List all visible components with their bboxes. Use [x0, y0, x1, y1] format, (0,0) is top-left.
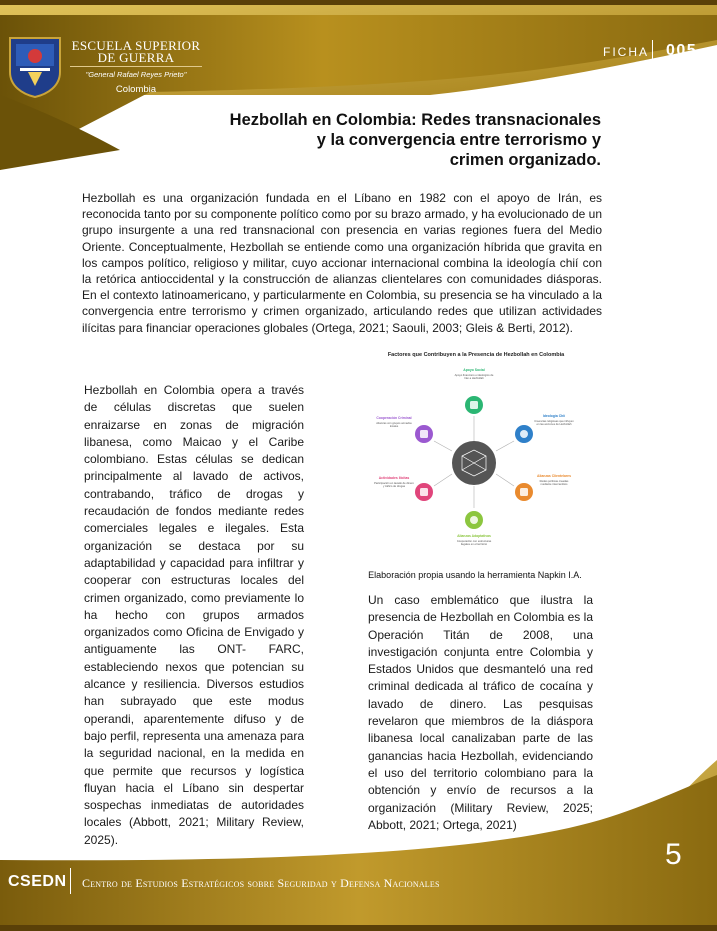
school-country: Colombia — [115, 84, 157, 95]
node-text-alianzas-clientelares: Redes políticas creadas mediante intercambios — [539, 480, 569, 487]
node-text-alianzas-adaptativas: Cooperación con estructuras ilegales en el territorio — [456, 540, 492, 547]
intro-paragraph: Hezbollah es una organización fundada en el Líbano en 1982 con el apoyo de Irán, es reconocida tanto por su componente político como por su brazo armado, y ha evolucionado de un grupo insurgente a una red transnacional con presencia en varias regiones fuera del Medio Oriente. Conceptualmente, Hezbollah se entiende como una organización híbrida que gravita en los campos político, religioso y militar, cuyo accionar internacional combina la ideología chií con la retórica antioccidental y la construcción de alianzas clientelares con comunidades diásporas. En el contexto latinoamericano, y particularmente en Colombia, su presencia se ha vinculado a la convergencia entre terrorismo y crimen organizado, articulando redes que utilizan actividades ilícitas para financiar operaciones globales (Ortega, 2021; Saouli, 2003; Gleis & Berti, 2012). — [82, 191, 602, 335]
school-name-line1: ESCUELA SUPERIOR — [71, 38, 201, 53]
logo-divider — [70, 66, 202, 67]
node-label-apoyo-social: Apoyo Social — [463, 368, 485, 372]
footer-logo: CSEDN — [8, 873, 67, 890]
diagram-title: Factores que Contribuyen a la Presencia de Hezbollah en Colombia — [387, 352, 565, 358]
figure-caption: Elaboración propia usando la herramienta Napkin I.A. — [368, 570, 582, 580]
factors-diagram — [346, 346, 606, 564]
node-text-apoyo-social: Apoyo financiero e ideológico de Irán a Hezbollah — [454, 374, 494, 381]
school-shield-logo — [8, 36, 62, 98]
node-label-ideologia: Ideología Chií — [542, 414, 566, 418]
school-name-line2: DE GUERRA — [97, 50, 175, 65]
left-column-paragraph: Hezbollah en Colombia opera a través de células discretas que suelen enraizarse en zonas de migración libanesa, como Maicao y el Caribe colombiano. Estas células se dedican principalmente al lavado de activos, contrabando, tráfico de drogas y recaudación de fondos mediante redes comerciales legales e ilegales. Esta organización se destaca por su adaptabilidad y capacidad para infiltrar y cooperar con estructuras locales del crimen organizado, como previamente lo ha hecho con grupos armados organizados como Oficina de Envigado y antiguamente las ONT- FARC, estableciendo nexos que potencian su alcance y resiliencia. Diversos estudios han subrayado que este modus operandi, aparentemente difuso y de bajo perfil, representa una amenaza para la seguridad nacional, en la medida en que permite que recursos y logística fluyan hacia el Líbano sin despertar sospechas inmediatas de autoridades locales (Abbott, 2021; Military Review, 2025). — [84, 383, 304, 847]
title-line: y la convergencia entre terrorismo y — [316, 131, 601, 149]
school-motto: "General Rafael Reyes Prieto" — [85, 70, 187, 79]
node-text-actividades-ilicitas: Participación en lavado de dinero y tráfico de drogas — [374, 482, 414, 489]
footer-band — [0, 760, 717, 931]
right-column-paragraph: Un caso emblemático que ilustra la presencia de Hezbollah en Colombia es la Operación Titán de 2008, una investigación conjunta entre Colombia y Estados Unidos que desmanteló una red criminal dedicada al tráfico de cocaína y lavado de dinero. Las pesquisas revelaron que miembros de la diáspora libanesa local canalizaban parte de las ganancias hacia Hezbollah, evidenciando el uso del territorio colombiano para la obtención y envío de recursos a la organización (Military Review, 2025; Abbott, 2021; Ortega, 2021) — [368, 593, 593, 832]
footer-divider — [70, 868, 71, 894]
node-label-alianzas-adaptativas: Alianzas Adaptativas — [457, 534, 491, 538]
node-label-alianzas-clientelares: Alianzas Clientelares — [537, 474, 571, 478]
title-line: crimen organizado. — [449, 151, 601, 169]
node-text-ideologia: Creencias religiosas que influyen en las acciones de Hezbollah — [534, 420, 574, 427]
article-title — [180, 110, 601, 170]
ficha-divider — [652, 40, 653, 62]
title-line: Hezbollah en Colombia: Redes transnacionales — [229, 111, 601, 129]
page-number: 5 — [665, 838, 682, 871]
node-text-cooperacion-criminal: Alianzas con grupos armados locales — [376, 422, 412, 429]
node-label-actividades-ilicitas: Actividades Ilícitas — [378, 476, 410, 480]
school-name — [66, 40, 206, 64]
node-label-cooperacion-criminal: Cooperación Criminal — [376, 416, 412, 420]
footer-institution: Centro de Estudios Estratégicos sobre Seguridad y Defensa Nacionales — [82, 876, 440, 890]
ficha-number: 005 — [666, 42, 698, 59]
ficha-label: FICHA — [603, 45, 649, 59]
